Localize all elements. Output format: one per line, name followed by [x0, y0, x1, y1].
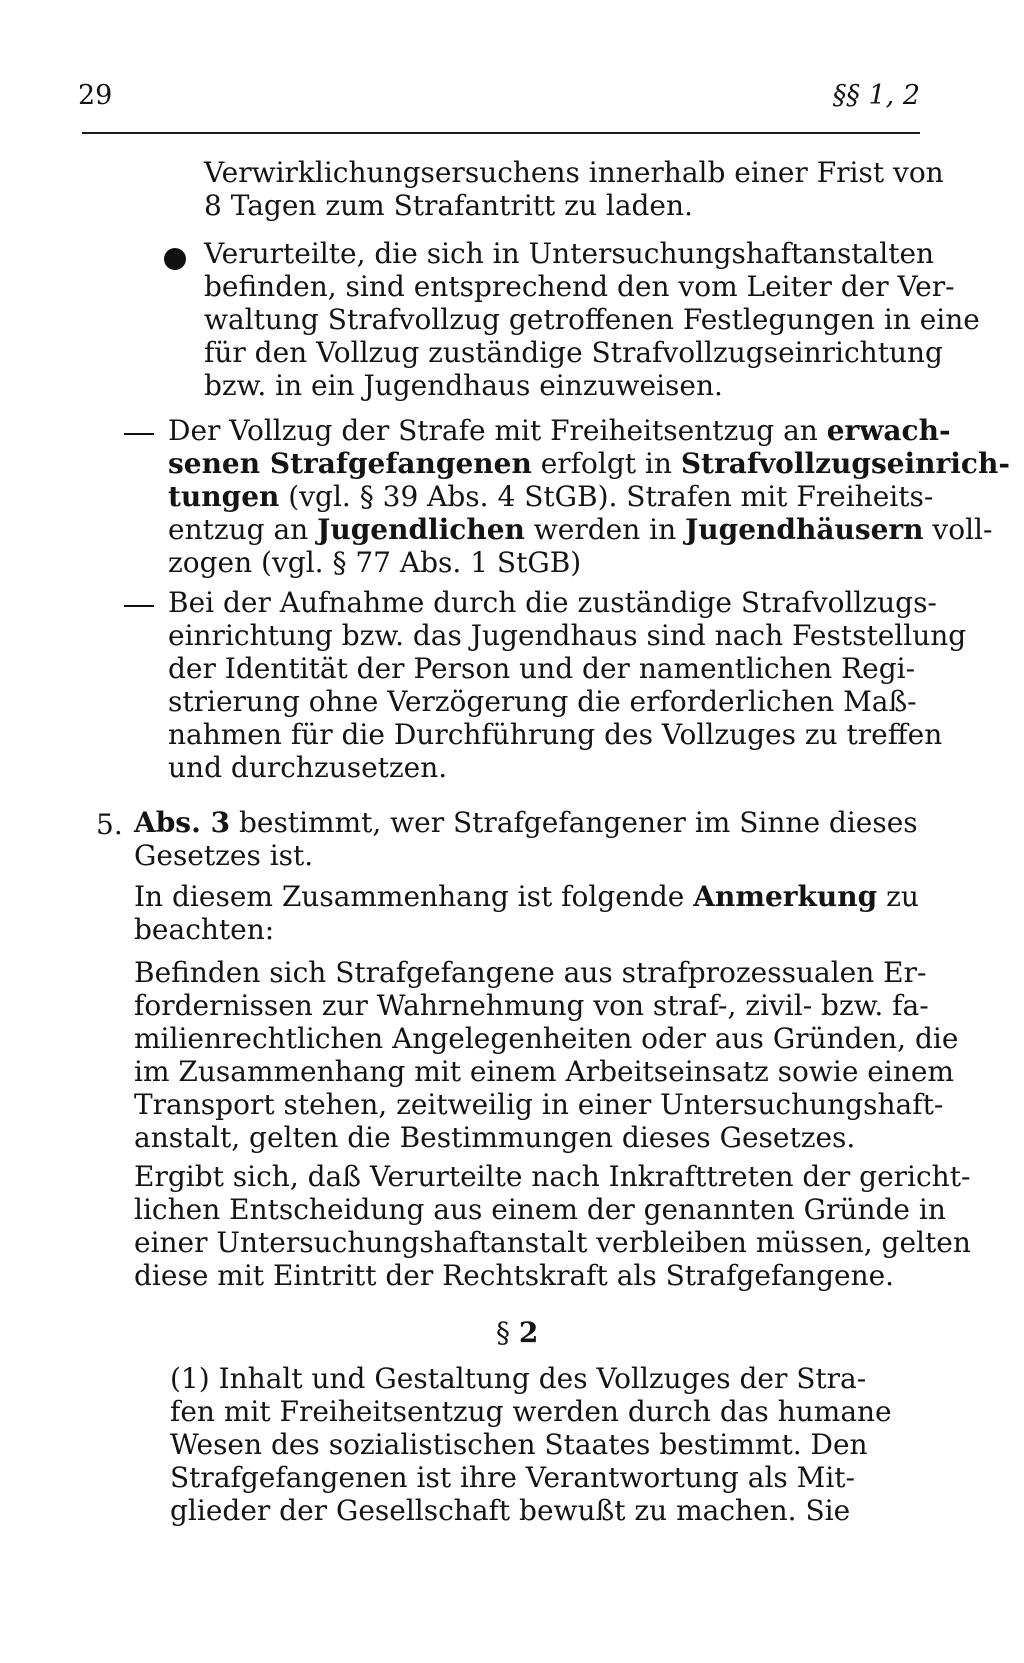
- text-line: diese mit Eintritt der Rechtskraft als Strafgefangene.: [134, 1259, 895, 1292]
- text-run: Der Vollzug der Strafe mit Freiheitsentzug an: [168, 414, 827, 447]
- text-run: werden in: [524, 513, 686, 546]
- text-line: [168, 513, 993, 546]
- section-number: 2: [518, 1316, 539, 1349]
- text-line: [168, 480, 934, 513]
- text-line: fordernissen zur Wahrnehmung von straf-, zivil- bzw. fa-: [134, 989, 929, 1022]
- text-run: (vgl. § 39 Abs. 4 StGB). Strafen mit Freiheits-: [279, 480, 934, 513]
- text-line: strierung ohne Verzögerung die erforderlichen Maß-: [168, 685, 917, 718]
- text-line: anstalt, gelten die Bestimmungen dieses Gesetzes.: [134, 1121, 856, 1154]
- text-line: milienrechtlichen Angelegenheiten oder aus Gründen, die: [134, 1022, 959, 1055]
- bold-term: Strafvollzugseinrich-: [680, 447, 1010, 480]
- text-line: lichen Entscheidung aus einem der genannten Gründe in: [134, 1193, 946, 1226]
- header-rule: [82, 132, 920, 134]
- text-line: [168, 414, 951, 447]
- text-run: erfolgt in: [531, 447, 681, 480]
- dash-marker-icon: [124, 433, 154, 435]
- text-line: Strafgefangenen ist ihre Verantwortung als Mit-: [170, 1461, 856, 1494]
- text-line: bzw. in ein Jugendhaus einzuweisen.: [204, 369, 723, 402]
- text-line: für den Vollzug zuständige Strafvollzugseinrichtung: [204, 336, 943, 369]
- dash-paragraph-admission: [168, 586, 967, 784]
- text-line: waltung Strafvollzug getroffenen Festlegungen in eine: [204, 303, 980, 336]
- text-line: Bei der Aufnahme durch die zuständige Strafvollzugs-: [168, 586, 937, 619]
- bullet-paragraph: [204, 237, 980, 402]
- text-line: [134, 880, 920, 913]
- note-intro-paragraph: [134, 880, 920, 946]
- running-section-reference: §§ 1, 2: [832, 80, 920, 111]
- bold-term: Jugendhäusern: [685, 513, 924, 546]
- text-line: fen mit Freiheitsentzug werden durch das humane: [170, 1395, 892, 1428]
- bold-term: tungen: [168, 480, 280, 513]
- bold-term: Anmerkung: [693, 880, 878, 913]
- text-line: [168, 447, 1010, 480]
- text-line: Wesen des sozialistischen Staates bestimmt. Den: [170, 1428, 868, 1461]
- section-heading: [496, 1316, 538, 1349]
- text-line: einer Untersuchungshaftanstalt verbleiben müssen, gelten: [134, 1226, 971, 1259]
- text-line: [134, 806, 920, 839]
- text-run: voll-: [923, 513, 993, 546]
- text-line: und durchzusetzen.: [168, 751, 448, 784]
- text-line: beachten:: [134, 913, 275, 946]
- text-line: im Zusammenhang mit einem Arbeitseinsatz sowie einem: [134, 1055, 954, 1088]
- note-paragraph-1: [134, 956, 959, 1154]
- dash-paragraph-execution: [168, 414, 1010, 579]
- bold-term: Jugendlichen: [317, 513, 525, 546]
- item-5-paragraph: [134, 806, 920, 872]
- note-paragraph-2: [134, 1160, 971, 1292]
- section-symbol: §: [496, 1316, 519, 1349]
- section-2-paragraph-1: [170, 1362, 892, 1527]
- page-number: 29: [78, 80, 113, 111]
- bold-term: senen Strafgefangenen: [168, 447, 532, 480]
- text-line: Gesetzes ist.: [134, 839, 314, 872]
- text-line: zogen (vgl. § 77 Abs. 1 StGB): [168, 546, 582, 579]
- text-run: bestimmt, wer Strafgefangener im Sinne dieses: [230, 806, 918, 839]
- text-line: Verurteilte, die sich in Untersuchungshaftanstalten: [204, 237, 935, 270]
- text-line: Verwirklichungsersuchens innerhalb einer Frist von: [204, 156, 944, 189]
- text-line: einrichtung bzw. das Jugendhaus sind nach Feststellung: [168, 619, 967, 652]
- text-run: zu: [877, 880, 919, 913]
- text-run: In diesem Zusammenhang ist folgende: [134, 880, 694, 913]
- text-line: glieder der Gesellschaft bewußt zu machen. Sie: [170, 1494, 851, 1527]
- text-line: (1) Inhalt und Gestaltung des Vollzuges der Stra-: [170, 1362, 867, 1395]
- text-line: der Identität der Person und der namentlichen Regi-: [168, 652, 916, 685]
- text-run: entzug an: [168, 513, 318, 546]
- bold-term: Abs. 3: [134, 806, 231, 839]
- text-line: 8 Tagen zum Strafantritt zu laden.: [204, 189, 693, 222]
- text-line: befinden, sind entsprechend den vom Leiter der Ver-: [204, 270, 955, 303]
- bold-term: erwach-: [826, 414, 951, 447]
- text-line: nahmen für die Durchführung des Vollzuges zu treffen: [168, 718, 943, 751]
- bullet-dot-icon: [164, 248, 186, 270]
- continuation-paragraph: [204, 156, 944, 222]
- page-header: [78, 80, 920, 120]
- dash-marker-icon: [124, 605, 154, 607]
- text-line: Ergibt sich, daß Verurteilte nach Inkrafttreten der gericht-: [134, 1160, 971, 1193]
- item-number: 5.: [96, 808, 123, 841]
- text-line: Transport stehen, zeitweilig in einer Untersuchungshaft-: [134, 1088, 944, 1121]
- text-line: Befinden sich Strafgefangene aus strafprozessualen Er-: [134, 956, 927, 989]
